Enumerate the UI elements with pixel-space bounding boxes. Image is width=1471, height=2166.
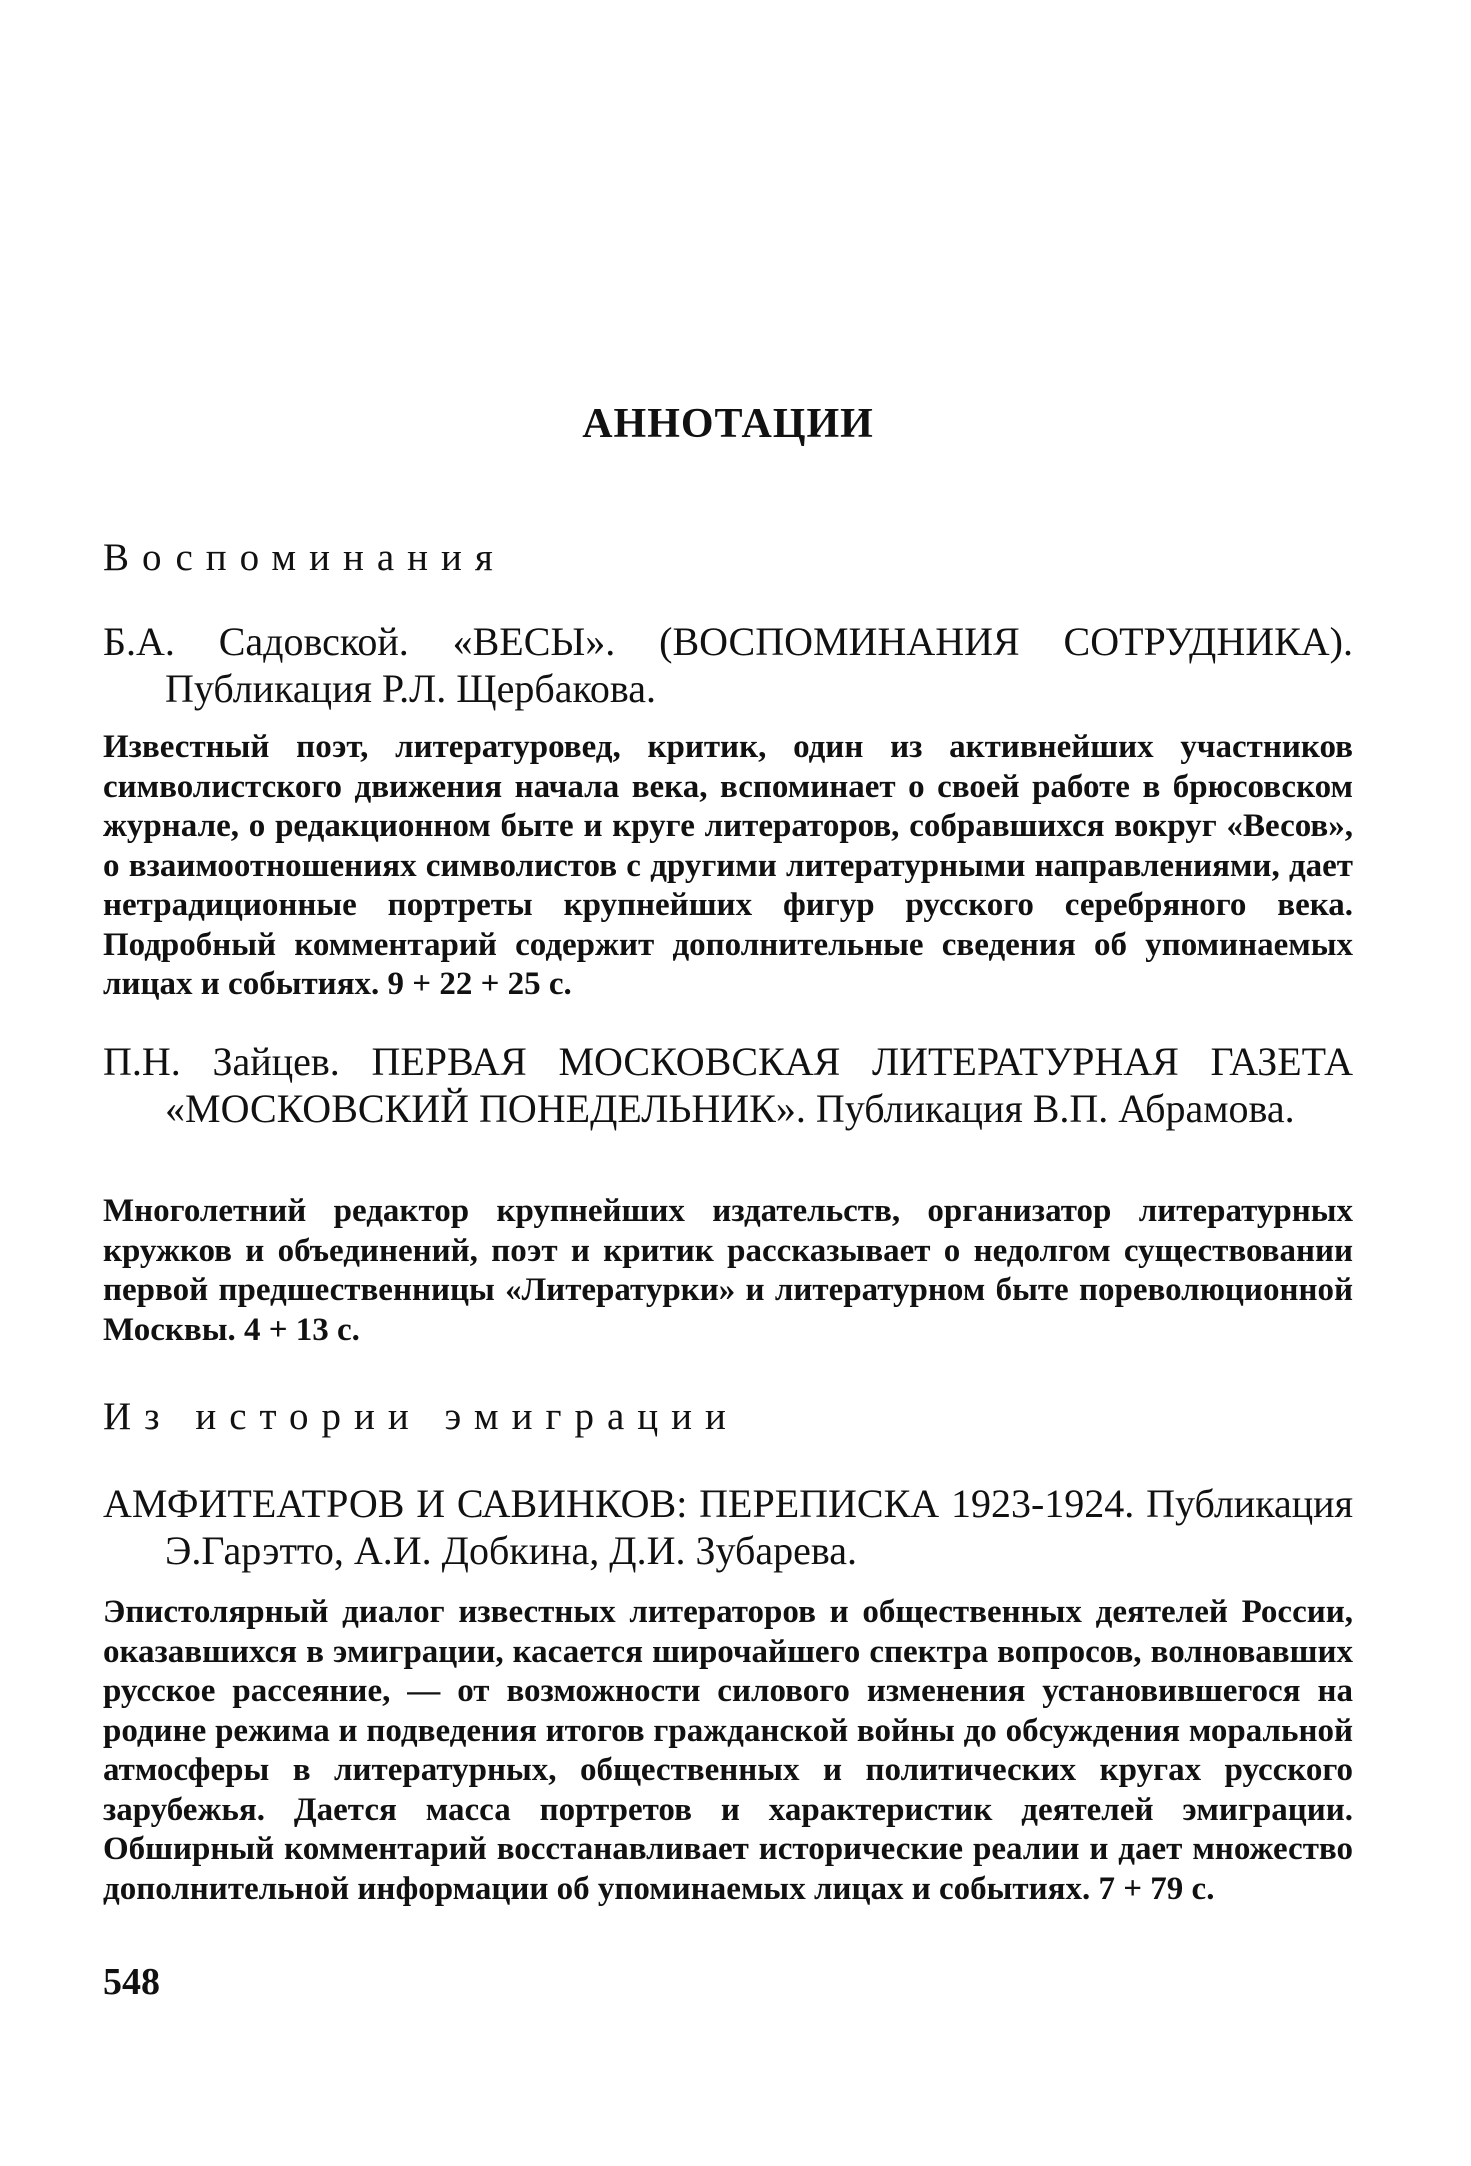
entry-heading-zaytsev: П.Н. Зайцев. ПЕРВАЯ МОСКОВСКАЯ ЛИТЕРАТУРНАЯ ГАЗЕТА «МОСКОВСКИЙ ПОНЕДЕЛЬНИК». Публикация В.П. Абрамова. [103, 1039, 1353, 1131]
section-title-memoirs: Воспоминания [103, 536, 506, 579]
entry-heading-amfiteatrov: АМФИТЕАТРОВ И САВИНКОВ: ПЕРЕПИСКА 1923-1924. Публикация Э.Гарэтто, А.И. Добкина, Д.И. Зубарева. [103, 1481, 1353, 1573]
section-title-emigration: Из истории эмиграции [103, 1395, 739, 1438]
entry-text-zaytsev: Многолетний редактор крупнейших издательств, организатор литературных кружков и объединений, поэт и критик рассказывает о недолгом существовании первой предшественницы «Литературки» и литературном быте пореволюционной Москвы. 4 + 13 с. [103, 1193, 1353, 1348]
document-page [103, 0, 1353, 2166]
entry-heading-sadovskoy: Б.А. Садовской. «ВЕСЫ». (ВОСПОМИНАНИЯ СОТРУДНИКА). Публикация Р.Л. Щербакова. [103, 619, 1353, 711]
entry-text-amfiteatrov: Эпистолярный диалог известных литераторов и общественных деятелей России, оказавшихся в эмиграции, касается широчайшего спектра вопросов, волновавших русское рассеяние, — от возможности силового изменения установившегося на родине режима и подведения итогов гражданской войны до обсуждения моральной атмосферы в литературных, общественных и политических кругах русского зарубежья. Дается масса портретов и характеристик деятелей эмиграции. Обширный комментарий восстанавливает исторические реалии и дает множество дополнительной информации об упоминаемых лицах и событиях. 7 + 79 с. [103, 1594, 1353, 1907]
entry-text-sadovskoy: Известный поэт, литературовед, критик, один из активнейших участников символистского движения начала века, вспоминает о своей работе в брюсовском журнале, о редакционном быте и круге литераторов, собравшихся вокруг «Весов», о взаимоотношениях символистов с другими литературными направлениями, дает нетрадиционные портреты крупнейших фигур русского серебряного века. Подробный комментарий содержит дополнительные сведения об упоминаемых лицах и событиях. 9 + 22 + 25 с. [103, 729, 1353, 1002]
page-title: АННОТАЦИИ [582, 401, 874, 447]
page-number: 548 [103, 1961, 160, 2003]
